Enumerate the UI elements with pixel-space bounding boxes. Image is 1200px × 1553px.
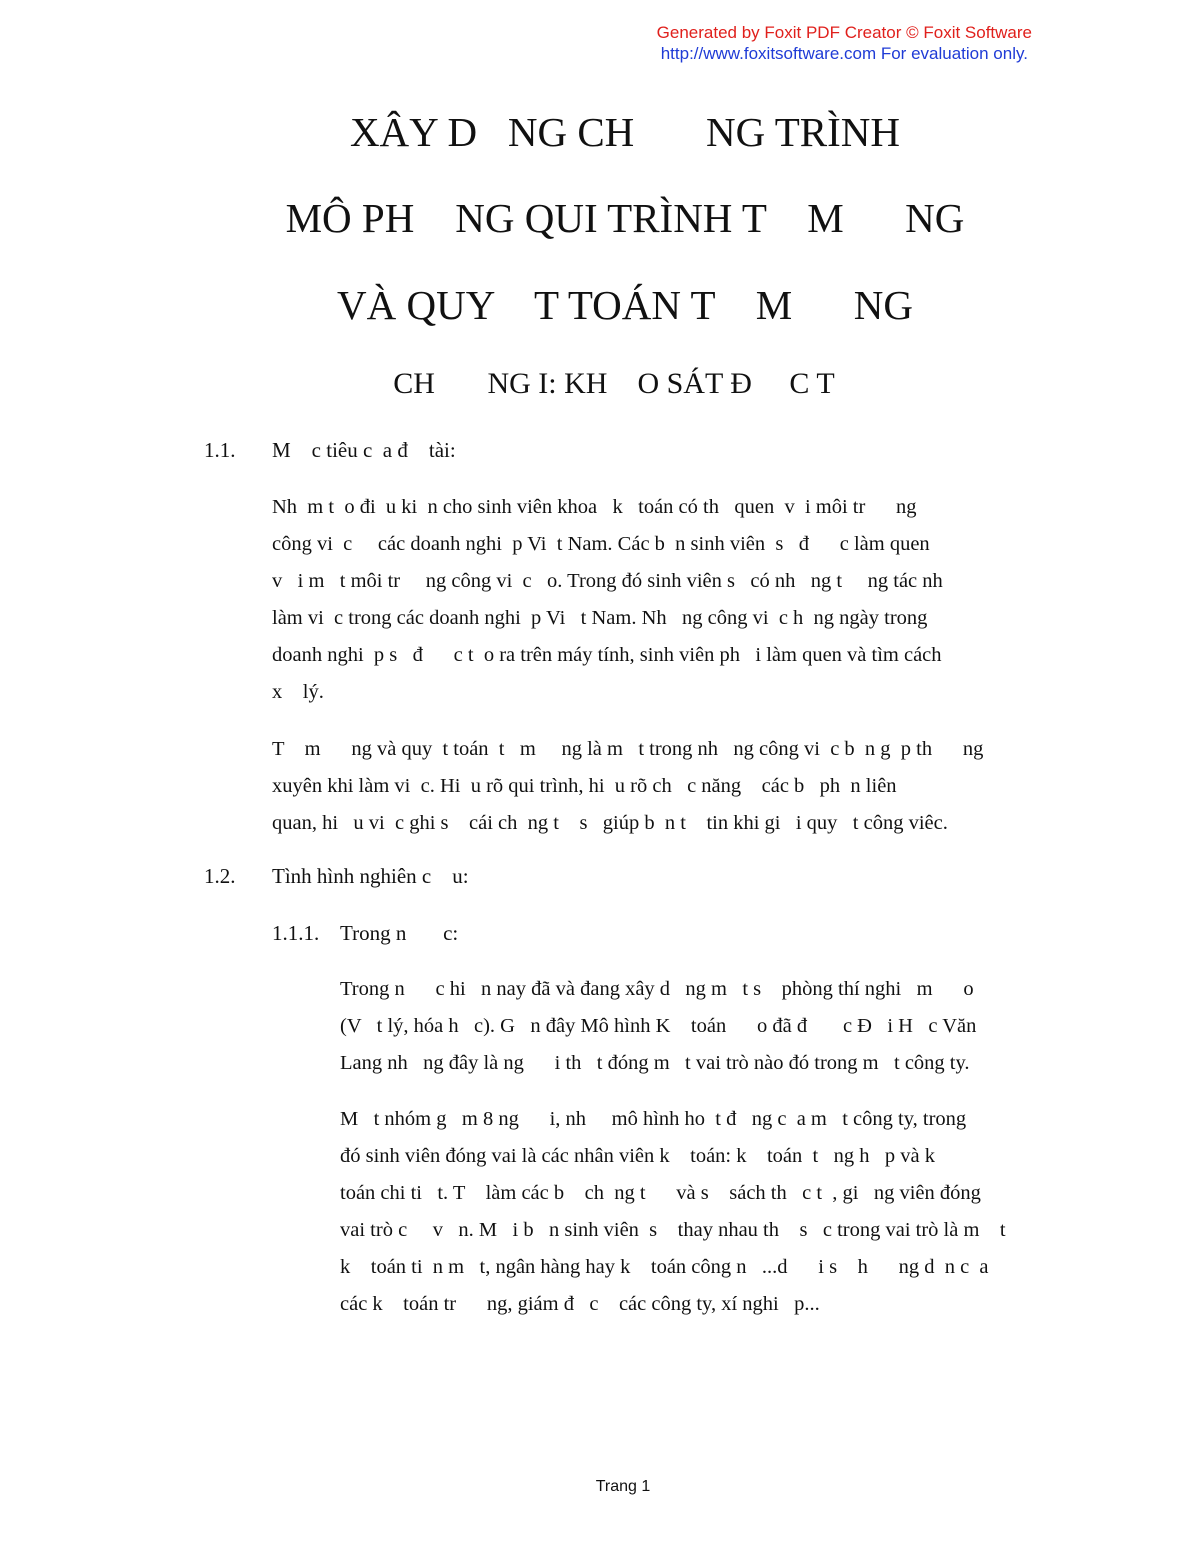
section-1-1-paragraph-1 (272, 489, 1052, 711)
title-line-2: MÔ PH NG QUI TRÌNH T M NG (285, 195, 965, 241)
section-1-1-title: M c tiêu c a đ tài: (272, 438, 456, 462)
subsection-title: Trong n c: (340, 921, 459, 945)
text-line: đó sinh viên đóng vai là các nhân viên k toán: k toán t ng h p và k (340, 1145, 935, 1167)
section-1-1-paragraph-2 (272, 731, 1052, 842)
text-line: T m ng và quy t toán t m ng là m t trong nh ng công vi c b n g p th ng (272, 738, 984, 760)
page-number: Trang 1 (595, 1478, 651, 1495)
subsection-paragraph-2 (340, 1101, 1052, 1323)
text-line: Trong n c hi n nay đã và đang xây d ng m t s phòng thí nghi m o (340, 978, 974, 1000)
section-1-1-number: 1.1. (204, 438, 236, 462)
text-line: làm vi c trong các doanh nghi p Vi t Nam. Nh ng công vi c h ng ngày trong (272, 607, 928, 629)
chapter-heading: CH NG I: KH O SÁT Đ C T (393, 367, 835, 400)
section-1-2-number: 1.2. (204, 864, 236, 888)
text-line: toán chi ti t. T làm các b ch ng t và s sách th c t , gi ng viên đóng (340, 1182, 981, 1204)
text-line: Lang nh ng đây là ng i th t đóng m t vai trò nào đó trong m t công ty. (340, 1052, 970, 1074)
text-line: Nh m t o đi u ki n cho sinh viên khoa k toán có th quen v i môi tr ng (272, 496, 917, 518)
watermark-line-2: http://www.foxitsoftware.com For evaluation only. (660, 44, 1028, 63)
text-line: doanh nghi p s đ c t o ra trên máy tính, sinh viên ph i làm quen và tìm cách (272, 644, 942, 666)
foxit-watermark (657, 22, 1032, 64)
subsection-paragraph-1 (340, 971, 1052, 1082)
title-line-1: XÂY D NG CH NG TRÌNH (349, 109, 901, 155)
text-line: k toán ti n m t, ngân hàng hay k toán công n ...d i s h ng d n c a (340, 1256, 989, 1278)
title-line-3: VÀ QUY T TOÁN T M NG (337, 282, 913, 328)
text-line: vai trò c v n. M i b n sinh viên s thay nhau th s c trong vai trò là m t (340, 1219, 1006, 1241)
text-line: các k toán tr ng, giám đ c các công ty, xí nghi p... (340, 1293, 820, 1315)
section-1-2-title: Tình hình nghiên c u: (272, 864, 469, 888)
watermark-line-1: Generated by Foxit PDF Creator © Foxit Software (656, 23, 1032, 42)
text-line: (V t lý, hóa h c). G n đây Mô hình K toán o đã đ c Đ i H c Văn (340, 1015, 977, 1037)
text-line: x lý. (272, 681, 324, 703)
subsection-number: 1.1.1. (272, 921, 320, 945)
text-line: quan, hi u vi c ghi s cái ch ng t s giúp b n t tin khi gi i quy t công viêc. (272, 812, 948, 834)
text-line: v i m t môi tr ng công vi c o. Trong đó sinh viên s có nh ng t ng tác nh (272, 570, 943, 592)
text-line: M t nhóm g m 8 ng i, nh mô hình ho t đ ng c a m t công ty, trong (340, 1108, 967, 1130)
text-line: xuyên khi làm vi c. Hi u rõ qui trình, hi u rõ ch c năng các b ph n liên (272, 775, 897, 797)
text-line: công vi c các doanh nghi p Vi t Nam. Các b n sinh viên s đ c làm quen (272, 533, 930, 555)
